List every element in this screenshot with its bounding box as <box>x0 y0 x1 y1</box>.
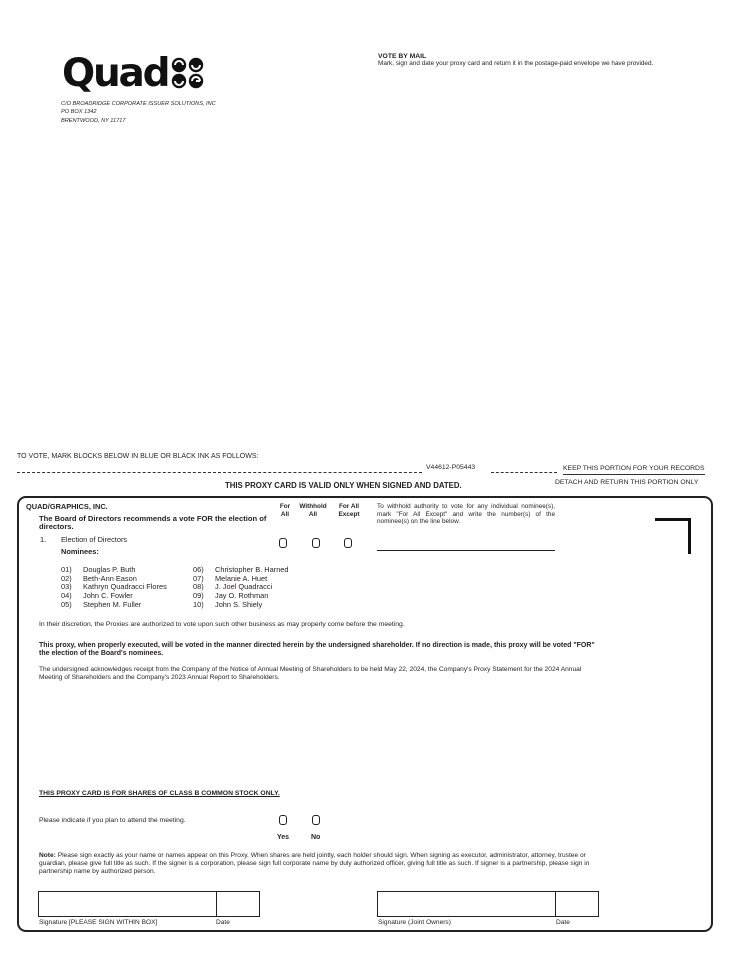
nominee-name: Jay O. Rothman <box>215 591 269 601</box>
col-header-line: All <box>280 511 290 519</box>
acknowledge-text: The undersigned acknowledges receipt from the Company of the Notice of Annual Meeting of Shareholders to be held May 22, 2024, the Company's Proxy Statement for the 2024 Annual Meeting of Shareholders and the Company's 2023 Annual Report to Shareholders. <box>39 666 582 681</box>
nominee-number: 01) <box>61 565 72 574</box>
address-line: PO BOX 1342 <box>61 109 97 116</box>
date-box-joint[interactable] <box>555 891 599 917</box>
proxy-direction-text: This proxy, when properly executed, will be voted in the manner directed herein by the undersigned shareholder. If no direction is made, this proxy will be voted "FOR" the election of the Board's nominees. <box>39 642 595 657</box>
checkbox-withhold-all[interactable] <box>312 538 320 548</box>
date-box-owner[interactable] <box>216 891 260 917</box>
col-for-all-header <box>278 503 292 519</box>
withhold-instruction: To withhold authority to vote for any individual nominee(s), mark "For All Except" and write the number(s) of the nominee(s) on the line below. <box>377 503 555 526</box>
signature-owner-label: Signature [PLEASE SIGN WITHIN BOX] <box>39 919 158 926</box>
nominee-number: 10) <box>193 599 204 609</box>
nominee-number: 07) <box>193 573 204 583</box>
signature-joint-label: Signature (Joint Owners) <box>378 919 451 926</box>
keep-portion-label: KEEP THIS PORTION FOR YOUR RECORDS <box>563 465 705 475</box>
signing-note <box>39 852 605 876</box>
signature-box-joint[interactable] <box>377 891 556 917</box>
checkbox-for-all[interactable] <box>279 538 287 548</box>
nominee-number: 02) <box>61 573 72 583</box>
detach-line <box>491 472 557 473</box>
class-b-notice <box>39 790 280 799</box>
item-number: 1. <box>40 535 47 544</box>
col-withhold-all-header <box>295 503 331 519</box>
nominee-name: Christopher B. Harned <box>215 565 289 574</box>
detach-portion-label: DETACH AND RETURN THIS PORTION ONLY <box>555 479 699 486</box>
nominee-list-right <box>193 566 333 610</box>
return-address <box>61 100 216 125</box>
attend-text: Please indicate if you plan to attend the meeting. <box>39 817 186 824</box>
nominee-name: Kathryn Quadracci Flores <box>83 582 167 592</box>
no-label: No <box>311 834 321 841</box>
yes-label: Yes <box>277 834 290 841</box>
board-recommendation: The Board of Directors recommends a vote FOR the election of directors. <box>39 514 267 531</box>
nominee-number: 09) <box>193 591 204 601</box>
nominees-label: Nominees: <box>61 547 99 556</box>
col-header-line: Withhold <box>299 503 327 510</box>
nominee-list-left <box>61 566 191 610</box>
nominee-name: Beth-Ann Eason <box>83 573 137 583</box>
vote-by-mail-text: Mark, sign and date your proxy card and return it in the postage-paid envelope we have provided. <box>378 60 654 67</box>
note-label: Note: <box>39 852 56 859</box>
quad-logo-mark-icon <box>170 57 206 89</box>
class-b-notice-text: THIS PROXY CARD IS FOR SHARES OF CLASS B COMMON STOCK ONLY. <box>39 790 280 797</box>
address-line: BRENTWOOD, NY 11717 <box>61 117 126 124</box>
col-header-line: For <box>279 503 291 510</box>
registration-mark <box>655 518 691 554</box>
col-header-line: For All <box>339 503 359 510</box>
signature-box-owner[interactable] <box>38 891 217 917</box>
nominee-name: Douglas P. Buth <box>83 565 136 574</box>
checkbox-attend-no[interactable] <box>312 815 320 825</box>
address-line: C/O BROADRIDGE CORPORATE ISSUER SOLUTIONS, INC <box>61 101 216 107</box>
item-label: Election of Directors <box>61 535 128 544</box>
quad-logo-text: Quad <box>62 51 169 96</box>
validity-notice: THIS PROXY CARD IS VALID ONLY WHEN SIGNED AND DATED. <box>225 481 462 490</box>
nominee-number: 08) <box>193 582 204 592</box>
detach-line <box>17 472 422 473</box>
col-for-all-except-header <box>332 503 366 519</box>
nominee-name: John S. Shiely <box>215 599 263 609</box>
nominee-item <box>61 601 191 610</box>
checkbox-for-all-except[interactable] <box>344 538 352 548</box>
date-owner-label: Date <box>216 919 230 926</box>
checkbox-attend-yes[interactable] <box>279 815 287 825</box>
nominee-number: 03) <box>61 582 72 592</box>
vote-instruction: TO VOTE, MARK BLOCKS BELOW IN BLUE OR BLACK INK AS FOLLOWS: <box>17 453 259 460</box>
discretion-text: In their discretion, the Proxies are authorized to vote upon such other business as may properly come before the meeting. <box>39 621 405 628</box>
nominee-number: 06) <box>193 565 204 574</box>
nominee-item <box>193 592 333 601</box>
nominee-item <box>193 601 333 610</box>
date-joint-label: Date <box>556 919 570 926</box>
nominee-number: 05) <box>61 599 72 609</box>
company-name: QUAD/GRAPHICS, INC. <box>26 502 108 511</box>
note-text: Please sign exactly as your name or names appear on this Proxy. When shares are held jointly, each holder should sign. When signing as executor, administrator, attorney, trustee or guardian, please give full title as such. If the signer is a corporation, please sign full corporate name by duly authorized officer, giving full title as such. If signer is a partnership, please sign in partnership name by authorized person. <box>39 852 590 875</box>
col-header-line: All <box>308 511 318 519</box>
nominee-number-line[interactable] <box>377 550 555 551</box>
nominee-name: Stephen M. Fuller <box>83 599 142 609</box>
vote-by-mail-title: VOTE BY MAIL <box>378 53 427 60</box>
nominee-number: 04) <box>61 591 72 601</box>
nominee-name: Melanie A. Huet <box>215 573 268 583</box>
col-header-line: Except <box>338 511 360 519</box>
nominee-name: John C. Fowler <box>83 591 133 601</box>
control-number: V44612-P05443 <box>426 464 476 471</box>
nominee-name: J. Joel Quadracci <box>215 582 273 592</box>
